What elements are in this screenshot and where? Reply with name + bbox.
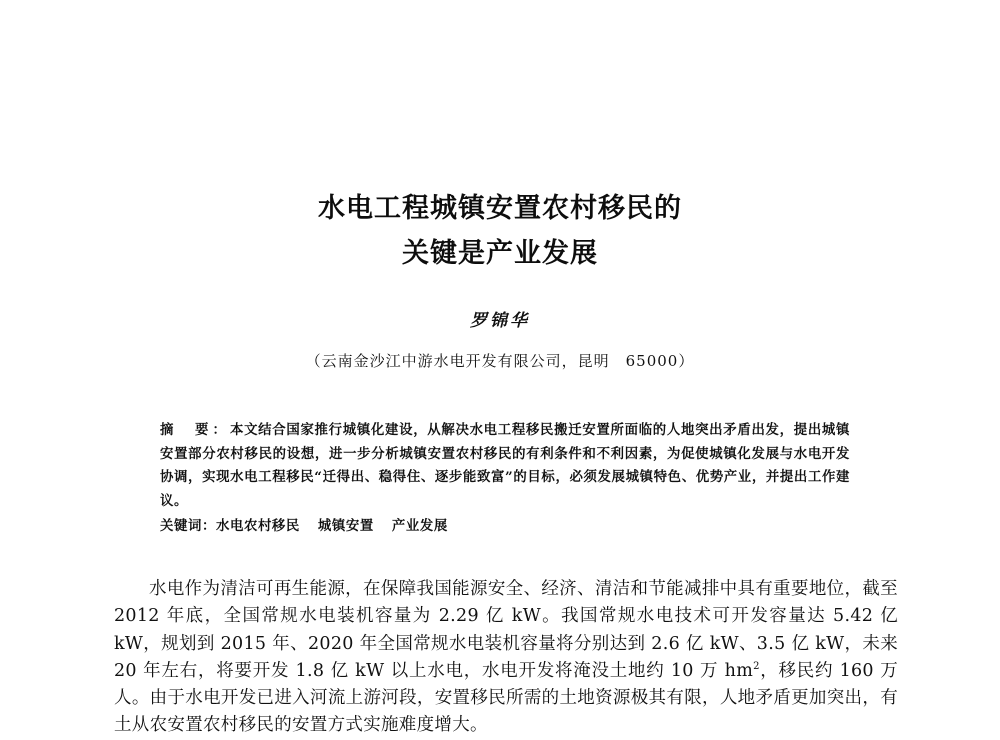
abstract-text: 本文结合国家推行城镇化建设，从解决水电工程移民搬迁安置所面临的人地突出矛盾出发，提出城镇安置部分农村移民的设想，进一步分析城镇安置农村移民的有利条件和不利因素，为促使城镇化发展与水电开发协调，实现水电工程移民“迁得出、稳得住、逐步能致富”的目标，必须发展城镇特色、优势产业，并提出工作建议。 — [160, 422, 850, 509]
paper-title-line1: 水电工程城镇安置农村移民的 — [318, 193, 682, 224]
body-text-part1: 水电作为清洁可再生能源，在保障我国能源安全、经济、清洁和节能减排中具有重要地位，截至 2012 年底，全国常规水电装机容量为 2.29 亿 kW。我国常规水电技术可开发容量达 5.42 亿 kW，规划到 2015 年、2020 年全国常规水电装机容量将分别达到 2.6 亿 kW、3.5 亿 kW，未来 20 年左右，将要开发 1.8 亿 kW 以上水电，水电开发将淹没土地约 10 万 hm — [114, 579, 898, 681]
author-affiliation: （云南金沙江中游水电开发有限公司，昆明 65000） — [305, 352, 695, 370]
keywords-label: 关键词： — [160, 518, 216, 534]
keyword-item: 城镇安置 — [317, 518, 374, 534]
body-paragraph — [114, 576, 898, 740]
superscript-2: 2 — [753, 661, 760, 673]
keyword-item: 水电农村移民 — [215, 518, 300, 534]
abstract — [160, 419, 850, 513]
paper-title-line2: 关键是产业发展 — [402, 238, 598, 269]
body-text-part2: ，移民约 160 万人。由于水电开发已进入河流上游河段，安置移民所需的土地资源极其有限，人地矛盾更加突出，有土从农安置农村移民的安置方式实施难度增大。 — [114, 660, 898, 736]
keywords — [160, 515, 850, 539]
author-name: 罗锦华 — [470, 311, 530, 331]
keyword-item: 产业发展 — [391, 518, 448, 534]
abstract-label: 摘 要： — [160, 422, 230, 438]
